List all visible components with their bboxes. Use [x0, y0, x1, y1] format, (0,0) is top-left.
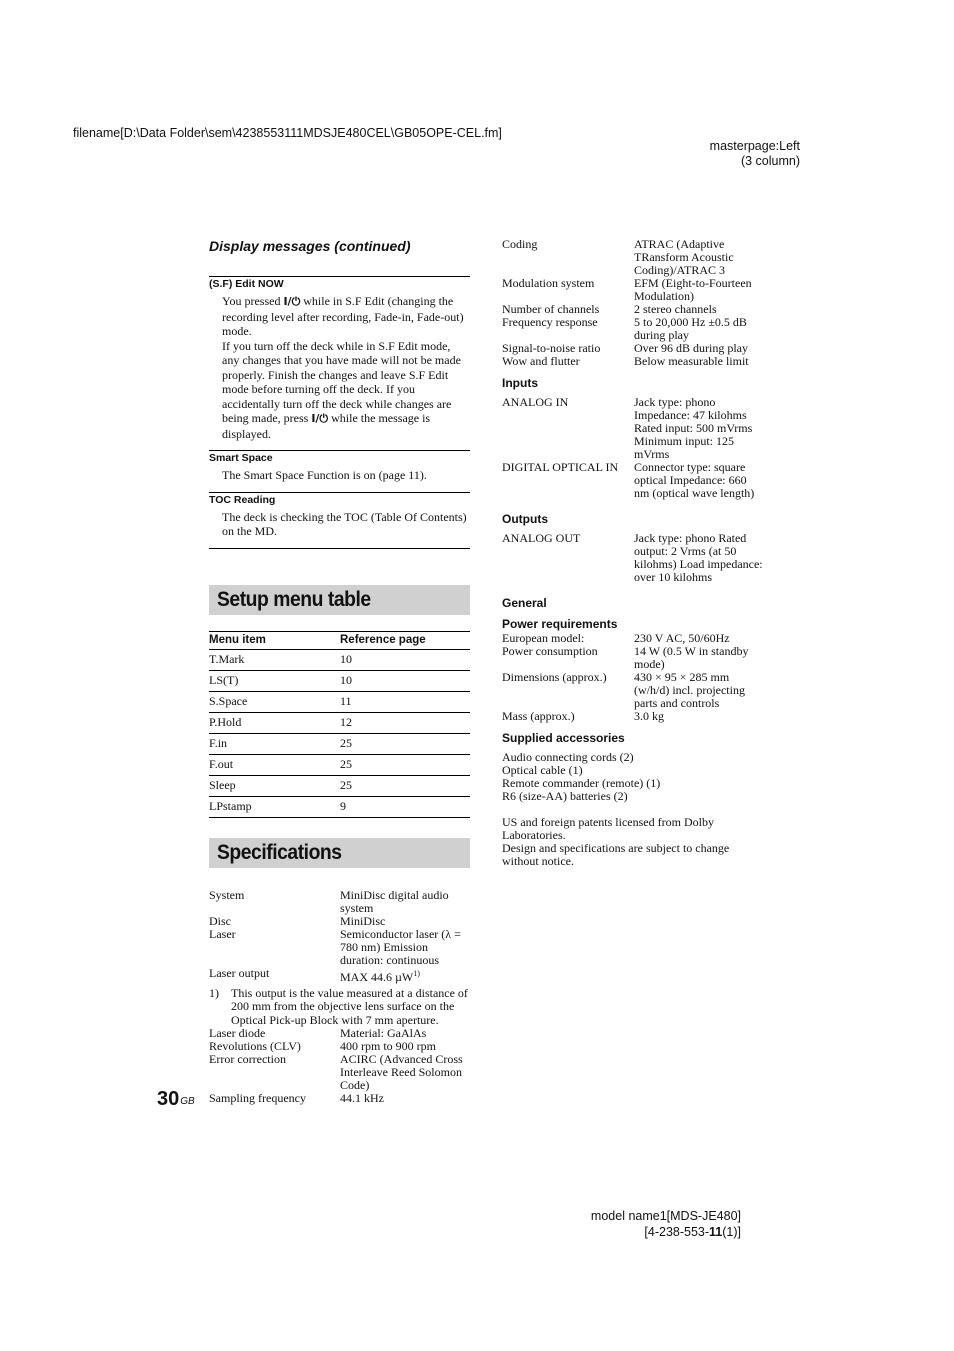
- power-icon: I/⏻: [311, 412, 329, 425]
- spec-key: Number of channels: [502, 302, 600, 316]
- spec-key: Laser diode: [209, 1026, 266, 1040]
- spec-list-laser: [209, 1027, 470, 1105]
- spec-value: 230 V AC, 50/60Hz: [634, 631, 730, 645]
- spec-key: Dimensions (approx.): [502, 670, 607, 684]
- column-header: Reference page: [340, 631, 470, 649]
- spec-key: European model:: [502, 631, 585, 645]
- list-item: Audio connecting cords (2): [502, 750, 634, 764]
- header-masterpage: [710, 139, 800, 169]
- column-header: Menu item: [209, 631, 340, 649]
- spec-value: 44.1 kHz: [340, 1091, 384, 1105]
- setup-menu-banner: [209, 585, 470, 615]
- reference-page-cell: 25: [340, 754, 470, 775]
- spec-key: Disc: [209, 913, 231, 928]
- spec-value: ATRAC (Adaptive TRansform Acoustic Coding)/ATRAC 3: [634, 237, 734, 277]
- outputs-heading: Outputs: [502, 512, 548, 526]
- power-requirements-heading: Power requirements: [502, 617, 618, 631]
- reference-page-cell: 11: [340, 691, 470, 712]
- spec-key: Mass (approx.): [502, 709, 575, 723]
- reference-page-cell: 25: [340, 775, 470, 796]
- spec-key: Wow and flutter: [502, 354, 580, 368]
- message-body: The deck is checking the TOC (Table Of Contents) on the MD.: [222, 509, 467, 538]
- list-item: Remote commander (remote) (1): [502, 776, 661, 790]
- spec-value: 5 to 20,000 Hz ±0.5 dB during play: [634, 315, 747, 342]
- spec-value: Below measurable limit: [634, 354, 749, 368]
- menu-item-cell: F.out: [209, 754, 340, 775]
- spec-value: 430 × 95 × 285 mm (w/h/d) incl. projecting parts and controls: [634, 670, 745, 710]
- table-row: [209, 775, 470, 796]
- spec-key: Power consumption: [502, 644, 598, 658]
- setup-menu-table: [209, 631, 470, 818]
- model-name: model name1[MDS-JE480]: [590, 1209, 741, 1223]
- footnote: [209, 987, 470, 1028]
- specifications-banner: [209, 838, 470, 868]
- display-messages-title: Display messages (continued): [209, 238, 411, 254]
- page-suffix: GB: [180, 1096, 195, 1107]
- menu-item-cell: LS(T): [209, 670, 340, 691]
- spec-key: Error correction: [209, 1052, 286, 1066]
- menu-item-cell: F.in: [209, 733, 340, 754]
- message-text: You pressed: [222, 294, 284, 308]
- table-row: [209, 691, 470, 712]
- list-item: R6 (size-AA) batteries (2): [502, 789, 628, 803]
- spec-key: Coding: [502, 237, 538, 251]
- power-icon: I/⏻: [283, 295, 301, 308]
- table-row: [209, 670, 470, 691]
- spec-key: Revolutions (CLV): [209, 1039, 301, 1053]
- spec-value: Jack type: phono Rated output: 2 Vrms (at 50 kilohms) Load impedance: over 10 kilohms: [634, 531, 763, 584]
- spec-value: Jack type: phono Impedance: 47 kilohms Rated input: 500 mVrms Minimum input: 125 mVrms: [634, 395, 753, 461]
- spec-key: ANALOG OUT: [502, 531, 581, 545]
- page-number-value: 30: [157, 1088, 180, 1110]
- reference-page-cell: 10: [340, 670, 470, 691]
- laser-output-value: MAX 44.6 µW: [340, 969, 414, 984]
- spec-list-general: [502, 632, 764, 723]
- spec-value: Connector type: square optical Impedance: 660 nm (optical wave length): [634, 460, 755, 500]
- footer-model: [591, 1208, 741, 1240]
- spec-key: System: [209, 887, 245, 902]
- spec-value: 14 W (0.5 W in standby mode): [634, 644, 749, 671]
- page-number: [157, 1088, 195, 1111]
- accessories-list: [502, 751, 764, 803]
- spec-value: 400 rpm to 900 rpm: [340, 1039, 436, 1053]
- footnote-mark: 1): [209, 985, 219, 1000]
- reference-page-cell: 9: [340, 796, 470, 817]
- reference-page-cell: 25: [340, 733, 470, 754]
- spec-value: MiniDisc digital audio system: [340, 887, 449, 915]
- footnote-text: This output is the value measured at a distance of 200 mm from the objective lens surface on the Optical Pick-up Block with 7 mm aperture.: [231, 985, 468, 1027]
- table-row: [209, 754, 470, 775]
- spec-value: ACIRC (Advanced Cross Interleave Reed Solomon Code): [340, 1052, 463, 1092]
- spec-key: ANALOG IN: [502, 395, 569, 409]
- change-notice: Design and specifications are subject to change without notice.: [502, 841, 730, 868]
- notices: [502, 816, 764, 868]
- message-heading: Smart Space: [209, 452, 273, 464]
- specifications-title: Specifications: [217, 840, 342, 864]
- spec-key: Signal-to-noise ratio: [502, 341, 601, 355]
- inputs-heading: Inputs: [502, 376, 538, 390]
- spec-value: EFM (Eight-to-Fourteen Modulation): [634, 276, 752, 303]
- masterpage-line1: masterpage:Left: [709, 139, 800, 153]
- spec-key: Modulation system: [502, 276, 595, 290]
- spec-value: MiniDisc: [340, 913, 386, 928]
- dolby-notice: US and foreign patents licensed from Dolby Laboratories.: [502, 815, 714, 842]
- spec-key: DIGITAL OPTICAL IN: [502, 460, 619, 474]
- spec-value: 3.0 kg: [634, 709, 664, 723]
- spec-value: Material: GaAlAs: [340, 1026, 427, 1040]
- model-code: [591, 1224, 741, 1240]
- spec-key: Sampling frequency: [209, 1091, 306, 1105]
- message-text: while the message is displayed.: [222, 411, 431, 441]
- column-right: [502, 238, 764, 868]
- spec-list-inputs: [502, 396, 764, 500]
- message-body: [222, 294, 470, 441]
- setup-menu-title: Setup menu table: [217, 587, 371, 611]
- message-text: If you turn off the deck while in S.F Edit mode, any changes that you have made will not be made properly. Finish the changes and leave S.F Edit mode before turning off the deck. If you accidentally turn off the deck while changes are being made, press: [222, 338, 461, 425]
- spec-key: Laser output: [209, 965, 270, 980]
- menu-item-cell: T.Mark: [209, 649, 340, 670]
- header-filename: filename[D:\Data Folder\sem\4238553111MDSJE480CEL\GB05OPE-CEL.fm]: [73, 126, 502, 140]
- message-sf-edit-now: [209, 276, 470, 450]
- reference-page-cell: 10: [340, 649, 470, 670]
- message-heading: (S.F) Edit NOW: [209, 278, 284, 290]
- table-row: [209, 733, 470, 754]
- spec-value: [340, 967, 470, 984]
- code-prefix: [4-238-553-: [644, 1225, 710, 1239]
- general-heading: General: [502, 596, 547, 610]
- masterpage-line2: (3 column): [740, 154, 800, 168]
- table-row: [209, 649, 470, 670]
- table-row: [209, 796, 470, 817]
- code-suffix: (1)]: [722, 1225, 741, 1239]
- message-heading: TOC Reading: [209, 493, 276, 506]
- message-smart-space: [209, 450, 470, 492]
- spec-list-coding: [502, 238, 764, 368]
- spec-list-system: [209, 889, 470, 984]
- message-body: The Smart Space Function is on (page 11).: [222, 468, 427, 482]
- column-left: [209, 238, 470, 1105]
- code-bold: 11: [709, 1225, 723, 1239]
- spec-list-outputs: [502, 532, 764, 584]
- table-row: [209, 712, 470, 733]
- menu-item-cell: S.Space: [209, 691, 340, 712]
- reference-page-cell: 12: [340, 712, 470, 733]
- footnote-ref: 1): [413, 968, 420, 978]
- spec-key: Frequency response: [502, 315, 598, 329]
- list-item: Optical cable (1): [502, 763, 583, 777]
- message-text: while in S.F Edit (changing the recording level after recording, Fade-in, Fade-out) mode.: [222, 294, 464, 338]
- supplied-accessories-heading: Supplied accessories: [502, 731, 625, 745]
- menu-item-cell: P.Hold: [209, 712, 340, 733]
- spec-value: Semiconductor laser (λ = 780 nm) Emission duration: continuous: [340, 926, 461, 967]
- table-header-row: [209, 631, 470, 649]
- spec-value: Over 96 dB during play: [634, 341, 748, 355]
- menu-item-cell: LPstamp: [209, 796, 340, 817]
- message-toc-reading: [209, 492, 470, 549]
- spec-value: 2 stereo channels: [634, 302, 717, 316]
- menu-item-cell: Sleep: [209, 775, 340, 796]
- spec-key: Laser: [209, 926, 236, 941]
